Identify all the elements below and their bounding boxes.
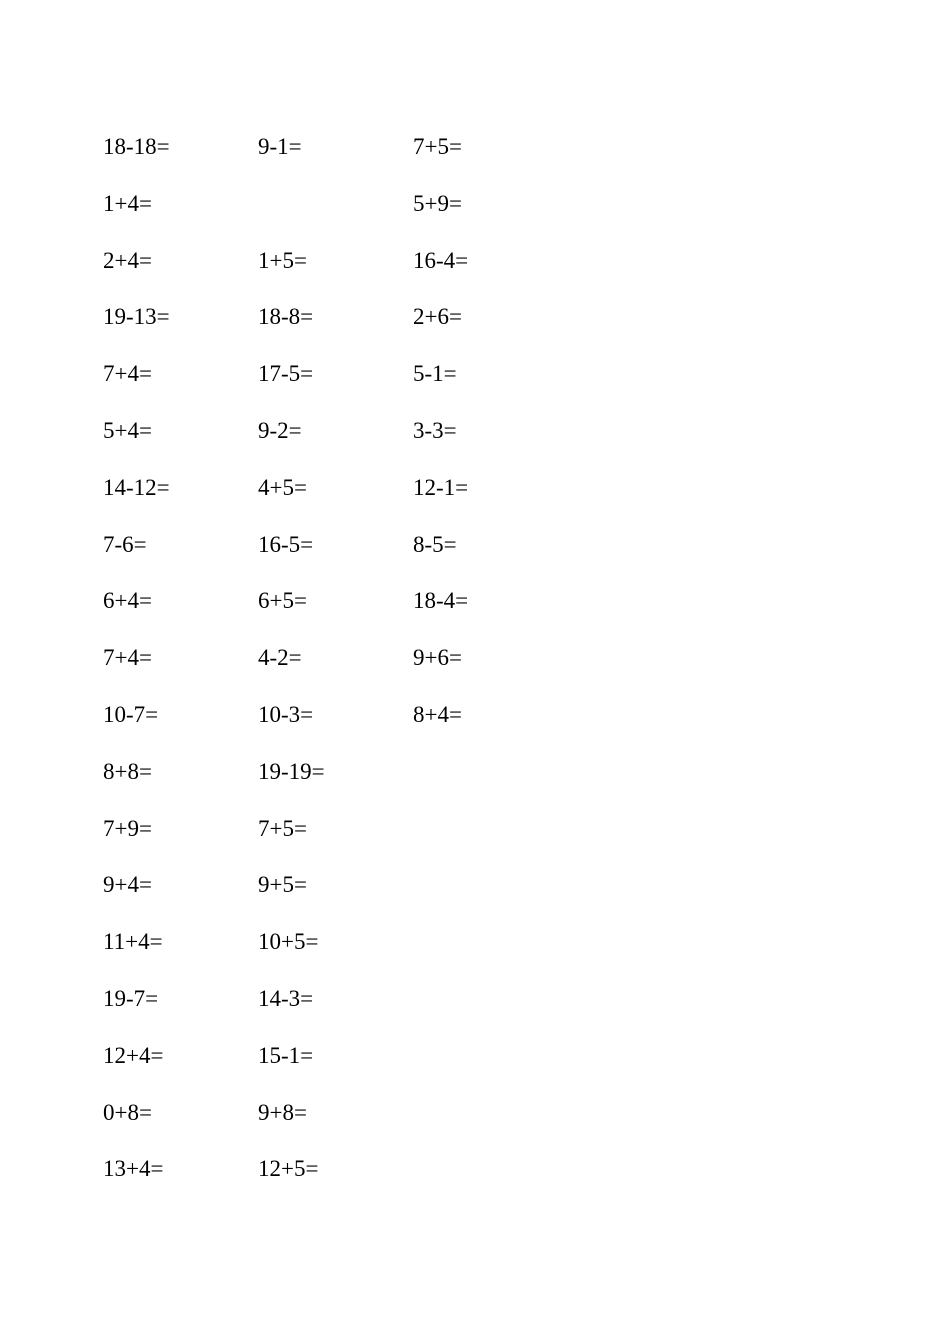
math-problem: 3-3= <box>413 417 457 443</box>
math-problem: 6+4= <box>103 588 152 614</box>
math-problem: 2+6= <box>413 304 462 330</box>
math-problem: 12+4= <box>103 1042 164 1068</box>
math-problem: 1+4= <box>103 190 152 216</box>
math-problem: 9+5= <box>258 872 307 898</box>
math-problem: 7+9= <box>103 815 152 841</box>
math-problem: 10-3= <box>258 701 314 727</box>
math-problem: 12-1= <box>413 474 469 500</box>
math-problem: 10-7= <box>103 701 159 727</box>
math-problem: 14-3= <box>258 985 314 1011</box>
math-problem: 4+5= <box>258 474 307 500</box>
math-problem: 10+5= <box>258 929 319 955</box>
problem-column-3 <box>413 130 568 1209</box>
math-problem: 16-5= <box>258 531 314 557</box>
math-problem: 13+4= <box>103 1156 164 1182</box>
math-problem: 7-6= <box>103 531 147 557</box>
math-problem: 7+4= <box>103 361 152 387</box>
math-problem: 4-2= <box>258 645 302 671</box>
math-problem: 9-2= <box>258 417 302 443</box>
math-problem: 17-5= <box>258 361 314 387</box>
math-problem: 8+8= <box>103 758 152 784</box>
math-problem: 7+5= <box>258 815 307 841</box>
problem-column-2 <box>258 130 413 1209</box>
math-problem: 14-12= <box>103 474 170 500</box>
math-problem: 15-1= <box>258 1042 314 1068</box>
math-problem: 9+4= <box>103 872 152 898</box>
math-problem: 19-19= <box>258 758 325 784</box>
math-problem: 12+5= <box>258 1156 319 1182</box>
math-problem: 5+4= <box>103 417 152 443</box>
math-problem: 6+5= <box>258 588 307 614</box>
math-problem: 8+4= <box>413 701 462 727</box>
math-problem: 18-8= <box>258 304 314 330</box>
math-problem: 0+8= <box>103 1099 152 1125</box>
math-problem: 8-5= <box>413 531 457 557</box>
math-problem: 19-13= <box>103 304 170 330</box>
math-problem: 9+6= <box>413 645 462 671</box>
math-problem: 19-7= <box>103 985 159 1011</box>
math-problem: 11+4= <box>103 929 163 955</box>
math-problem: 9+8= <box>258 1099 307 1125</box>
math-problem <box>258 187 413 244</box>
math-problem: 5-1= <box>413 361 457 387</box>
arithmetic-worksheet <box>103 130 603 1209</box>
math-problem: 18-18= <box>103 134 170 159</box>
math-problem: 16-4= <box>413 247 469 273</box>
math-problem: 9-1= <box>258 134 302 159</box>
math-problem: 7+5= <box>413 134 462 159</box>
math-problem: 5+9= <box>413 190 462 216</box>
math-problem: 1+5= <box>258 247 307 273</box>
math-problem: 2+4= <box>103 247 152 273</box>
math-problem: 18-4= <box>413 588 469 614</box>
problem-column-1 <box>103 130 258 1209</box>
math-problem: 7+4= <box>103 645 152 671</box>
